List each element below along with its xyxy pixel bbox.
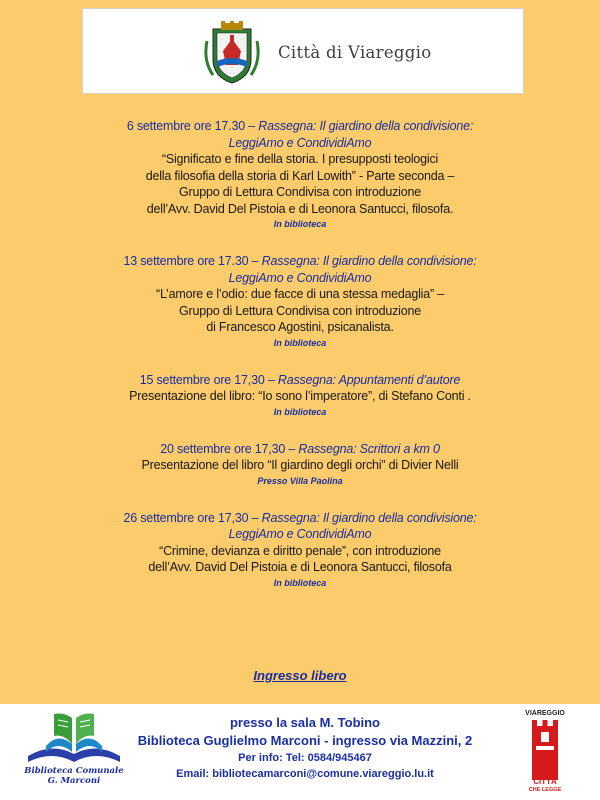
- citta-che-legge-top: VIAREGGIO: [525, 710, 565, 717]
- event-description-line: Presentazione del libro: “Io sono l’imperatore”, di Stefano Conti .: [129, 389, 471, 403]
- event-description-line: “L’amore e l’odio: due facce di una stessa medaglia” –: [156, 287, 444, 301]
- free-entry-note: [0, 668, 600, 683]
- header-banner: [82, 8, 524, 94]
- event-rassegna: – Rassegna: Il giardino della condivisione:: [251, 510, 477, 525]
- event-description-line: della filosofia della storia di Karl Lowith” - Parte seconda –: [145, 168, 455, 183]
- footer: [0, 704, 600, 800]
- open-book-icon: [22, 712, 126, 766]
- event-date: 26 settembre ore 17,30: [123, 510, 249, 525]
- event-location: In biblioteca: [273, 406, 327, 417]
- event-heading: [0, 118, 600, 135]
- event-item: [0, 441, 600, 489]
- event-description-line: Presentazione del libro “Il giardino degli orchi” di Divier Nelli: [141, 458, 459, 472]
- event-item: [0, 510, 600, 591]
- citta-che-legge-text: [512, 778, 578, 794]
- event-rassegna: – Rassegna: Il giardino della condivisione:: [251, 254, 477, 268]
- library-logo-text: [20, 766, 128, 786]
- event-date: 6 settembre ore 17.30: [126, 119, 245, 133]
- event-heading: [0, 372, 600, 389]
- event-description-line: Gruppo di Lettura Condivisa con introduzione: [178, 185, 422, 199]
- event-item: [0, 253, 600, 351]
- event-description-line: “Significato e fine della storia. I presupposti teologici: [161, 152, 439, 166]
- event-location: In biblioteca: [273, 337, 327, 348]
- event-rassegna-sub: LeggiAmo e CondividiAmo: [228, 270, 372, 285]
- event-description-line: di Francesco Agostini, psicanalista.: [206, 320, 394, 334]
- event-date: 13 settembre ore 17.30: [123, 254, 249, 268]
- free-entry-text: Ingresso libero: [253, 668, 347, 683]
- event-location: Presso Villa Paolina: [257, 475, 343, 486]
- event-rassegna: – Rassegna: Il giardino della condivisione:: [248, 119, 474, 133]
- venue-line: presso la sala M. Tobino: [229, 715, 380, 730]
- library-logo-line: Biblioteca Comunale: [24, 766, 124, 776]
- event-location: In biblioteca: [273, 219, 327, 229]
- city-crest-icon: [203, 21, 261, 87]
- library-logo: [20, 712, 128, 794]
- citta-che-legge-main: CITTÀ: [533, 777, 557, 786]
- event-date: 20 settembre ore 17,30: [160, 441, 286, 456]
- event-description-line: dell’Avv. David Del Pistoia e di Leonora Santucci, filosofa.: [146, 201, 454, 216]
- address-line: Biblioteca Guglielmo Marconi - ingresso via Mazzini, 2: [137, 733, 473, 748]
- event-date: 15 settembre ore 17,30: [139, 372, 265, 387]
- event-heading: [0, 510, 600, 527]
- event-location: In biblioteca: [273, 577, 327, 588]
- email-line: Email: bibliotecamarconi@comune.viareggio.lu.it: [176, 768, 434, 780]
- phone-line: Per info: Tel: 0584/945467: [238, 752, 372, 764]
- event-description-line: dell’Avv. David Del Pistoia e di Leonora Santucci, filosofa: [148, 560, 452, 574]
- citta-che-legge-logo: [512, 710, 578, 798]
- event-rassegna: – Rassegna: Appuntamenti d’autore: [267, 372, 461, 387]
- footer-info: [120, 714, 490, 782]
- library-logo-line: G. Marconi: [47, 776, 101, 786]
- event-description-line: “Crimine, devianza e diritto penale”, con introduzione: [159, 543, 441, 558]
- city-name: Città di Viareggio: [278, 43, 432, 62]
- event-rassegna-sub: LeggiAmo e CondividiAmo: [228, 527, 372, 541]
- events-list: [0, 118, 600, 612]
- event-rassegna-sub: LeggiAmo e CondividiAmo: [228, 135, 372, 150]
- event-rassegna: – Rassegna: Scrittori a km 0: [288, 441, 440, 456]
- event-description-line: Gruppo di Lettura Condivisa con introduzione: [178, 303, 422, 318]
- event-heading: [0, 253, 600, 270]
- event-heading: [0, 441, 600, 458]
- event-item: [0, 118, 600, 232]
- event-item: [0, 372, 600, 420]
- citta-che-legge-sub: CHE LEGGE: [528, 787, 562, 793]
